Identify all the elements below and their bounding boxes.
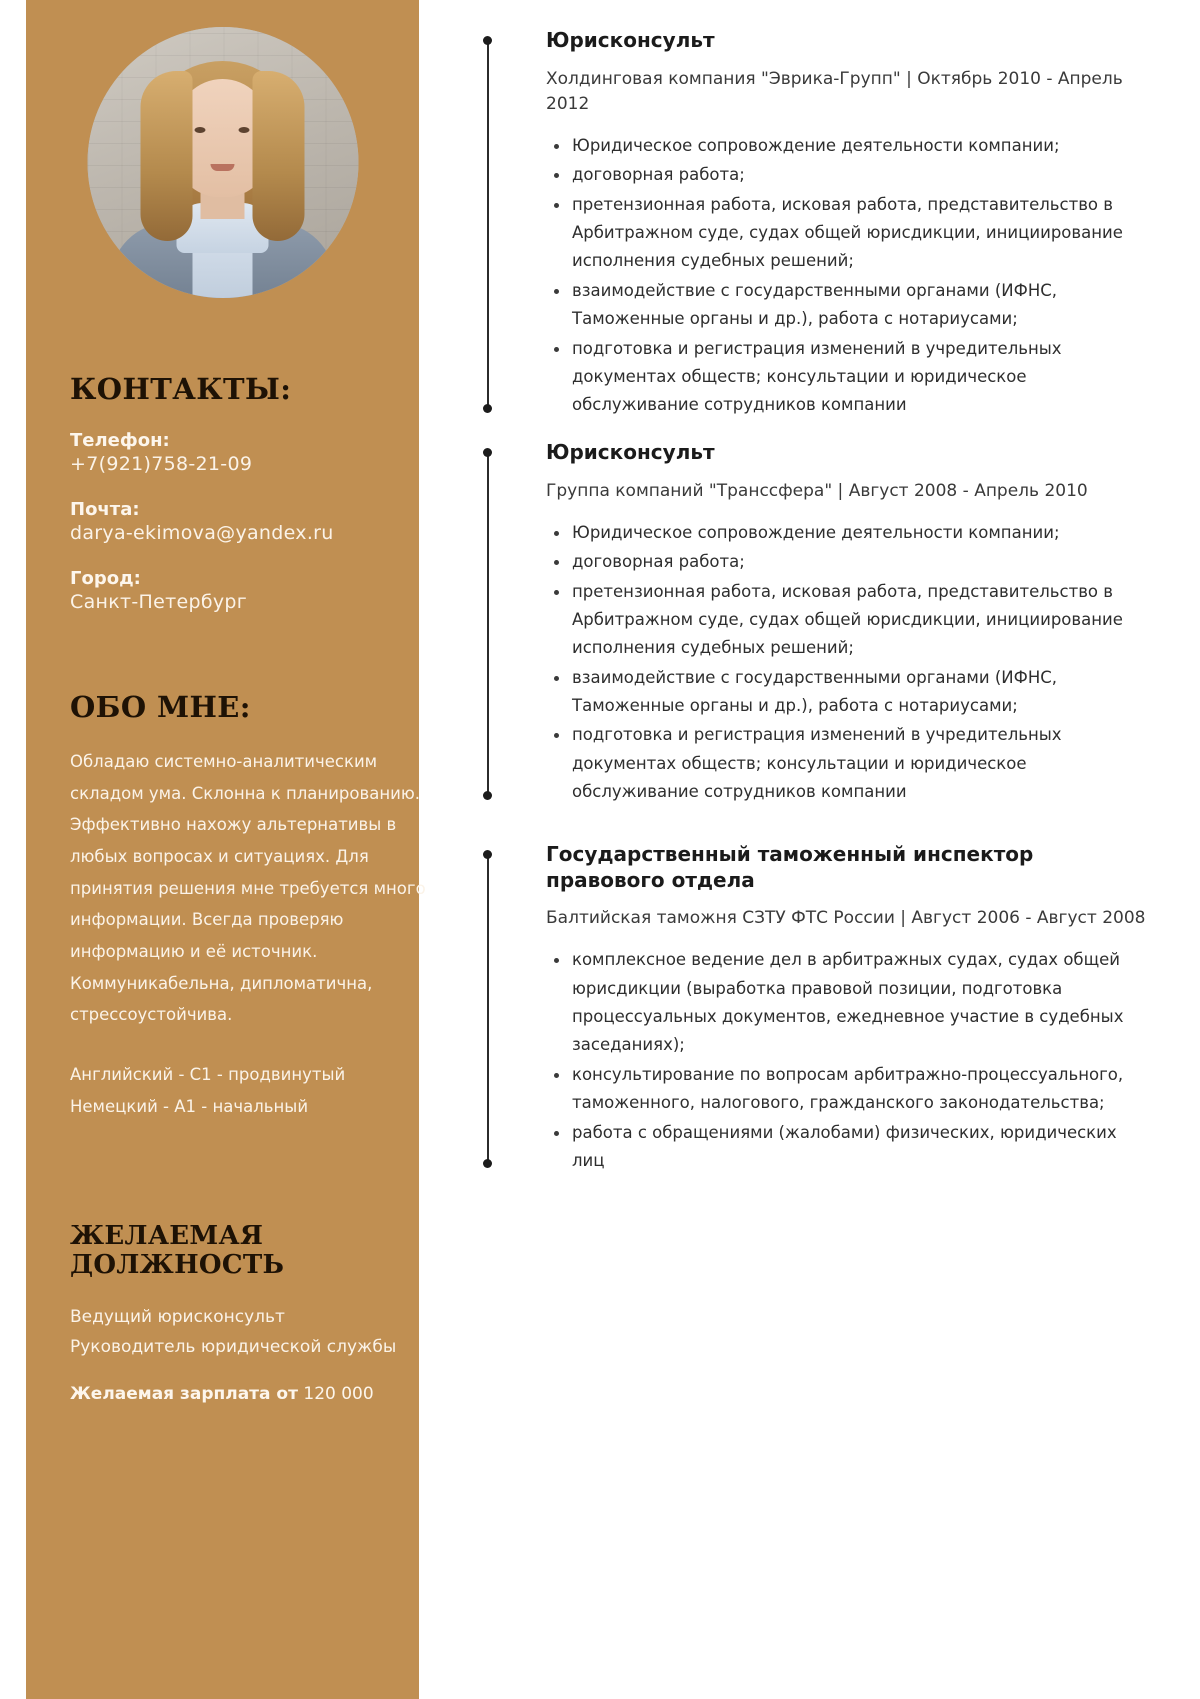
language-item: Английский - C1 - продвинутый bbox=[70, 1065, 346, 1085]
job-responsibility: консультирование по вопросам арбитражно-процессуального, таможенного, налогового, гражданского законодательства; bbox=[572, 1061, 1146, 1118]
photo-mouth bbox=[211, 164, 235, 171]
job-responsibility: Юридическое сопровождение деятельности компании; bbox=[572, 519, 1146, 547]
timeline-dot-icon bbox=[483, 850, 492, 859]
job-responsibility-list bbox=[546, 132, 1146, 420]
photo-hair-right bbox=[253, 71, 305, 241]
photo-eye-left bbox=[195, 127, 206, 133]
contact-phone-label: Телефон: bbox=[70, 430, 170, 451]
job-company-period: Группа компаний "Транссфера" | Август 2008 - Апрель 2010 bbox=[546, 480, 1088, 501]
contact-phone bbox=[70, 430, 420, 475]
job-responsibility: работа с обращениями (жалобами) физических, юридических лиц bbox=[572, 1119, 1146, 1176]
experience-entry bbox=[450, 440, 1170, 808]
desired-position-heading: ЖЕЛАЕМАЯ ДОЛЖНОСТЬ bbox=[70, 1221, 285, 1281]
job-responsibility: подготовка и регистрация изменений в учредительных документах обществ; консультации и юридическое обслуживание сотрудников компании bbox=[572, 335, 1146, 420]
job-company-period: Балтийская таможня СЗТУ ФТС России | Август 2006 - Август 2008 bbox=[546, 908, 1146, 929]
job-responsibility-list bbox=[546, 946, 1146, 1175]
job-responsibility: взаимодействие с государственными органами (ИФНС, Таможенные органы и др.), работа с нотариусами; bbox=[572, 664, 1146, 721]
contact-phone-value[interactable]: +7(921)758-21-09 bbox=[70, 453, 253, 475]
salary-value: 120 000 bbox=[303, 1383, 374, 1404]
timeline-dot-icon bbox=[483, 791, 492, 800]
contact-email bbox=[70, 499, 420, 544]
experience-column bbox=[450, 0, 1170, 1699]
job-responsibility: взаимодействие с государственными органами (ИФНС, Таможенные органы и др.), работа с нотариусами; bbox=[572, 277, 1146, 334]
contact-email-value[interactable]: darya-ekimova@yandex.ru bbox=[70, 522, 334, 544]
about-text: Обладаю системно-аналитическим складом ума. Склонна к планированию. Эффективно нахожу альтернативы в любых вопросах и ситуациях. Для принятия решения мне требуется много информации. Всегда проверяю информацию и её источник. Коммуникабельна, дипломатична, стрессоустойчива. bbox=[70, 752, 426, 1025]
contact-city bbox=[70, 568, 420, 613]
about-heading: ОБО МНЕ: bbox=[70, 690, 251, 724]
languages-list bbox=[70, 1059, 426, 1122]
job-responsibility: Юридическое сопровождение деятельности компании; bbox=[572, 132, 1146, 160]
job-title: Юрисконсульт bbox=[546, 440, 715, 464]
desired-position-section bbox=[70, 1222, 426, 1404]
timeline-line bbox=[487, 855, 489, 1163]
timeline-marker bbox=[483, 850, 492, 1168]
job-company-period: Холдинговая компания "Эврика-Групп" | Октябрь 2010 - Апрель 2012 bbox=[546, 68, 1123, 114]
job-responsibility: комплексное ведение дел в арбитражных судах, судах общей юрисдикции (выработка правовой позиции, подготовка процессуальных документов, ежедневное участие в судебных заседаниях); bbox=[572, 946, 1146, 1060]
contact-city-value: Санкт-Петербург bbox=[70, 591, 248, 613]
photo-hair-left bbox=[141, 71, 193, 241]
job-responsibility: претензионная работа, исковая работа, представительство в Арбитражном суде, судах общей юрисдикции, инициирование исполнения судебных решений; bbox=[572, 191, 1146, 276]
experience-entry bbox=[450, 842, 1170, 1176]
sidebar bbox=[26, 0, 426, 1699]
job-responsibility: претензионная работа, исковая работа, представительство в Арбитражном суде, судах общей юрисдикции, инициирование исполнения судебных решений; bbox=[572, 578, 1146, 663]
job-title: Государственный таможенный инспектор правового отдела bbox=[546, 842, 1034, 892]
desired-position-item: Ведущий юрисконсульт bbox=[70, 1307, 285, 1328]
timeline-dot-icon bbox=[483, 448, 492, 457]
avatar bbox=[87, 27, 358, 298]
timeline-dot-icon bbox=[483, 36, 492, 45]
experience-entry bbox=[450, 28, 1170, 421]
contacts-section bbox=[70, 372, 420, 613]
photo-eye-right bbox=[239, 127, 250, 133]
contact-email-label: Почта: bbox=[70, 499, 140, 520]
desired-position-list bbox=[70, 1306, 426, 1360]
timeline-dot-icon bbox=[483, 404, 492, 413]
job-title: Юрисконсульт bbox=[546, 28, 715, 52]
job-responsibility: договорная работа; bbox=[572, 548, 1146, 576]
contact-city-label: Город: bbox=[70, 568, 141, 589]
salary-label: Желаемая зарплата от bbox=[70, 1383, 298, 1404]
desired-position-item: Руководитель юридической службы bbox=[70, 1337, 397, 1358]
timeline-dot-icon bbox=[483, 1159, 492, 1168]
timeline-marker bbox=[483, 448, 492, 800]
timeline-line bbox=[487, 41, 489, 408]
job-responsibility: подготовка и регистрация изменений в учредительных документах обществ; консультации и юридическое обслуживание сотрудников компании bbox=[572, 721, 1146, 806]
salary-line bbox=[70, 1384, 426, 1404]
portrait-photo bbox=[87, 27, 358, 298]
job-responsibility-list bbox=[546, 519, 1146, 807]
timeline-line bbox=[487, 453, 489, 795]
timeline-marker bbox=[483, 36, 492, 413]
contacts-heading: КОНТАКТЫ: bbox=[70, 372, 292, 406]
language-item: Немецкий - A1 - начальный bbox=[70, 1096, 309, 1116]
job-responsibility: договорная работа; bbox=[572, 161, 1146, 189]
about-section bbox=[70, 690, 426, 1122]
